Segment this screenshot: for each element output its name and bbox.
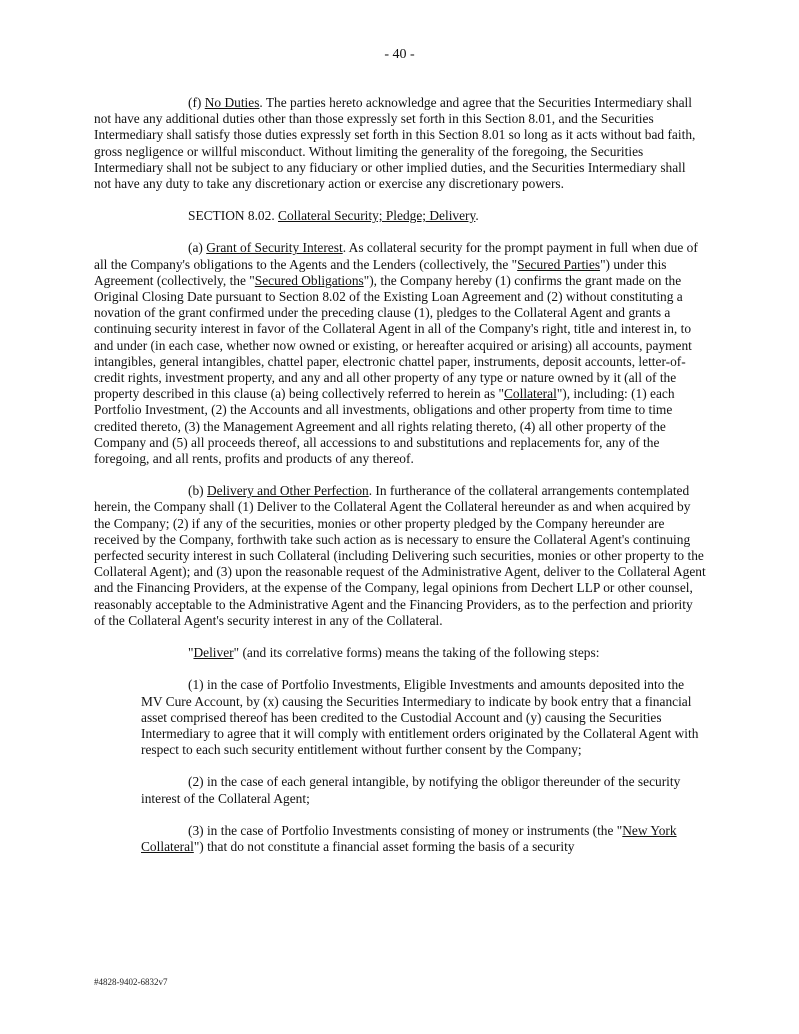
- section-label: SECTION 8.02.: [188, 208, 279, 224]
- document-body: [94, 95, 706, 871]
- paragraph-text: . In furtherance of the collateral arrangements contemplated herein, the Company shall (1) Deliver to the Collateral Agent the Collateral hereunder as and when acquired by the Company; (2) if any of the securities, monies or other property pledged by the Company hereunder are received by the Company, forthwith take such action as is necessary to ensure the Collateral Agent's continuing perfected security interest in such Collateral (including Delivering such securities, monies or other property to the Collateral Agent); and (3) upon the reasonable request of the Administrative Agent, deliver to the Collateral Agent and the Financing Providers, at the expense of the Company, legal opinions from Dechert LLP or other counsel, reasonably acceptable to the Administrative Agent and the Financing Providers, as to the perfection and priority of the Collateral Agent's security interest in any of the Collateral.: [94, 483, 706, 628]
- paragraph-text: . As collateral security for the prompt payment in full when due of all the Company's obligations to the Agents and the Lenders (collectively, the ": [94, 240, 698, 272]
- paragraph-deliver-definition: [94, 645, 706, 661]
- defined-term-collateral: Collateral: [504, 386, 557, 402]
- clause-heading-no-duties: No Duties: [204, 95, 260, 110]
- paragraph-text: . The parties hereto acknowledge and agree that the Securities Intermediary shall not have any additional duties other than those expressly set forth in this Section 8.01, and the Securities Intermediary shall satisfy those duties expressly set forth in this Section 8.01 so long as it acts without bad faith, gross negligence or willful misconduct. Without limiting the generality of the foregoing, the Securities Intermediary shall not be subject to any fiduciary or other implied duties, and the Securities Intermediary shall not have any duty to take any discretionary action or exercise any discretionary powers.: [94, 95, 696, 192]
- section-heading: [94, 208, 706, 224]
- paragraph-text: "), the Company hereby (1) confirms the grant made on the Original Closing Date pursuant to Section 8.02 of the Existing Loan Agreement and (2) without constituting a novation of the grant confirmed under the preceding clause (1), pledges to the Collateral Agent and grants a continuing security interest in favor of the Collateral Agent in all of the Company's right, title and interest in, to and under (in each case, whether now owned or existing, or hereafter acquired or arising) all accounts, payment intangibles, general intangibles, chattel paper, electronic chattel paper, instruments, deposit accounts, letter-of-credit rights, investment property, and any and all other property of any type or nature owned by it (all of the property described in this clause (a) being collectively referred to herein as ": [94, 272, 692, 402]
- paragraph-text: (3) in the case of Portfolio Investments consisting of money or instruments (the ": [188, 822, 623, 838]
- paragraph-text: "), including: (1) each Portfolio Investment, (2) the Accounts and all investments, obligations and other property from time to time credited thereto, (3) the Management Agreement and all rights relating thereto, (4) all other property of the Company and (5) all proceeds thereof, all accessions to and substitutions and replacements for, any of the foregoing, and all rents, profits and products of any thereof.: [94, 386, 675, 467]
- clause-label: (b): [188, 483, 207, 499]
- section-title: Collateral Security; Pledge; Delivery: [278, 208, 476, 224]
- page-number: - 40 -: [384, 47, 415, 62]
- clause-heading-grant: Grant of Security Interest: [206, 240, 343, 256]
- paragraph-text: ") that do not constitute a financial asset forming the basis of a security: [193, 838, 575, 854]
- clause-label: (a): [188, 240, 207, 256]
- clause-label: (f): [188, 95, 205, 110]
- clause-heading-delivery: Delivery and Other Perfection: [206, 483, 369, 499]
- defined-term-secured-parties: Secured Parties: [517, 256, 601, 272]
- defined-term-secured-obligations: Secured Obligations: [254, 272, 364, 288]
- paragraph-text: " (and its correlative forms) means the taking of the following steps:: [233, 645, 600, 661]
- defined-term-new-york-collateral: New York Collateral: [141, 822, 677, 854]
- paragraph-grant-of-security-interest: [94, 240, 706, 467]
- paragraph-text: ") under this Agreement (collectively, the ": [94, 256, 667, 288]
- quote-mark: ": [188, 645, 194, 661]
- defined-term-deliver: Deliver: [193, 645, 234, 661]
- paragraph-no-duties: [94, 95, 706, 192]
- document-id-footer: #4828-9402-6832v7: [94, 977, 168, 987]
- list-item-3: [141, 823, 706, 855]
- list-item-2: (2) in the case of each general intangible, by notifying the obligor thereunder of the security interest of the Collateral Agent;: [141, 774, 681, 806]
- list-item-1: (1) in the case of Portfolio Investments, Eligible Investments and amounts deposited into the MV Cure Account, by (x) causing the Securities Intermediary to indicate by book entry that a financial asset comprised thereof has been credited to the Custodial Account and (y) causing the Securities Intermediary to agree that it will comply with entitlement orders originated by the Collateral Agent with respect to each such security entitlement without further consent by the Company;: [141, 677, 699, 758]
- paragraph-delivery-and-perfection: [94, 483, 706, 629]
- section-title-end: .: [475, 208, 479, 224]
